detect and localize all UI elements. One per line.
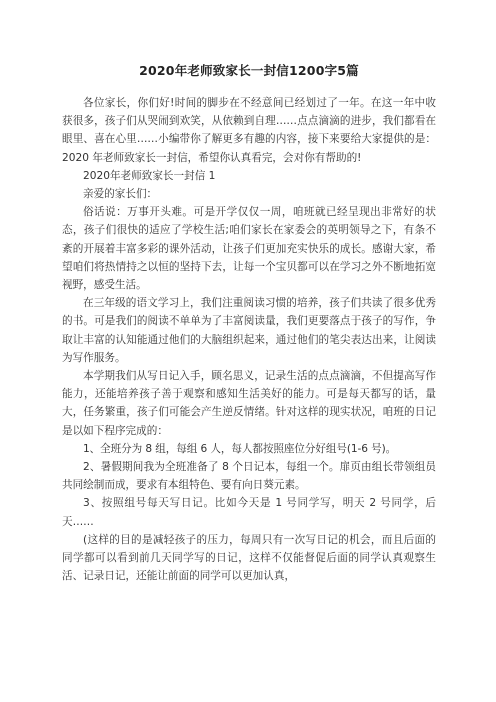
body-paragraph: 俗话说：万事开头难。可是开学仅仅一周，咱班就已经呈现出非常好的状态，孩子们很快的适应了学校生活;咱们家长在家委会的英明领导之下，有条不紊的开展着丰富多彩的课外活动，让孩子们更加充实快乐的成长。感谢大家，希望咱们将热情持之以恒的坚持下去，让每一个宝贝都可以在学习之外不断地拓宽视野，感受生活。	[62, 206, 436, 292]
body-paragraph: (这样的目的是减轻孩子的压力，每周只有一次写日记的机会，而且后面的同学都可以看到前几天同学写的日记，这样不仅能督促后面的同学认真观察生活、记录日记，还能让前面的同学可以更加认真，	[62, 533, 436, 583]
list-item: 2、暑假期间我为全班准备了 8 个日记本，每组一个。扉页由组长带领组员共同绘制而成，要求有本组特色、要有向日葵元素。	[62, 461, 436, 492]
letter-heading: 2020年老师致家长一封信 1	[83, 169, 216, 182]
list-item: 1、全班分为 8 组，每组 6 人，每人都按照座位分好组号(1-6 号)。	[83, 442, 397, 455]
intro-paragraph: 各位家长，你们好!时间的脚步在不经意间已经划过了一年。在这一年中收获很多，孩子们从哭闹到欢笑，从依赖到自理……点点滴滴的进步，我们都看在眼里、喜在心里……小编带你了解更多有趣的内容，接下来要给大家提供的是：2020 年老师致家长一封信，希望你认真看完，会对你有帮助的!	[62, 97, 436, 164]
letter-salutation: 亲爱的家长们：	[83, 188, 158, 201]
document-title: 2020年老师致家长一封信1200字5篇	[139, 63, 359, 78]
body-paragraph: 本学期我们从写日记入手，顾名思义，记录生活的点点滴滴，不但提高写作能力，还能培养孩子善于观察和感知生活美好的能力。可是每天都写的话，量大，任务繁重，孩子们可能会产生逆反情绪。针对这样的现实状况，咱班的日记是以如下程序完成的：	[62, 370, 436, 437]
body-paragraph: 在三年级的语文学习上，我们注重阅读习惯的培养，孩子们共读了很多优秀的书。可是我们的阅读不单单为了丰富阅读量，我们更要落点于孩子的写作，争取让丰富的认知能通过他们的大脑组织起来，通过他们的笔尖表达出来，让阅读为写作服务。	[62, 297, 436, 364]
list-item: 3、按照组号每天写日记。比如今天是 1 号同学写，明天 2 号同学，后天……	[62, 497, 436, 528]
